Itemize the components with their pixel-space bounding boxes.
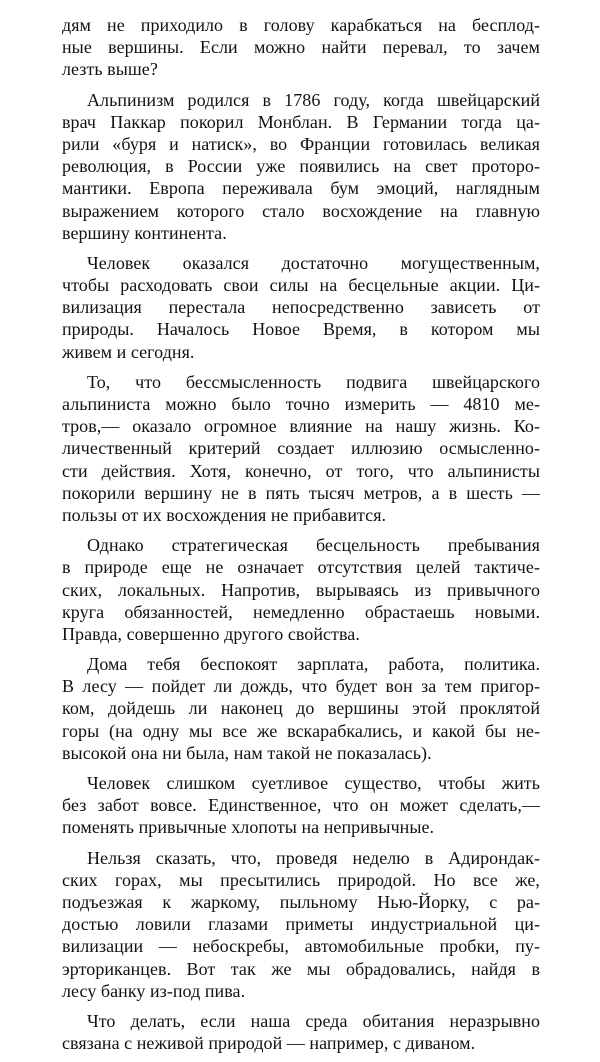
text-line: высокой она ни была, нам такой не показалась). xyxy=(62,742,432,763)
text-line: горы (на одну мы все же вскарабкались, и какой бы не- xyxy=(62,720,540,741)
text-line: выражением которого стало восхождение на главную xyxy=(62,200,540,221)
text-line: То, что бессмысленность подвига швейцарского xyxy=(87,371,540,392)
text-line: вилизации — небоскребы, автомобильные пробки, пу- xyxy=(62,936,540,957)
text-line: в природе еще не означает отсутствия целей тактиче- xyxy=(62,557,540,578)
text-line: достью ловили глазами приметы индустриальной ци- xyxy=(62,914,540,935)
text-line: подъезжая к жаркому, пыльному Нью-Йорку, с ра- xyxy=(62,891,540,912)
text-line: Что делать, если наша среда обитания неразрывно xyxy=(87,1010,540,1031)
text-line: революция, в России уже появились на свет проторо- xyxy=(62,156,540,177)
paragraph-5 xyxy=(62,534,540,645)
text-line: Человек слишком суетливое существо, чтобы жить xyxy=(87,773,540,793)
text-line: пользы от их восхождения не прибавится. xyxy=(62,504,387,525)
text-line: чтобы расходовать свои силы на бесцельные акции. Ци- xyxy=(62,275,540,296)
text-line: вилизация перестала непосредственно зависеть от xyxy=(62,297,540,318)
paragraph-6 xyxy=(62,653,540,764)
text-line: живем и сегодня. xyxy=(62,341,195,362)
paragraph-3 xyxy=(62,252,540,363)
text-line: тров,— оказало огромное влияние на нашу жизнь. Ко- xyxy=(62,416,540,437)
text-line: альпиниста можно было точно измерить — 4810 ме- xyxy=(62,394,540,414)
paragraph-7 xyxy=(62,772,540,839)
text-line: ные вершины. Если можно найти перевал, то зачем xyxy=(62,37,540,58)
text-line: Дома тебя беспокоят зарплата, работа, политика. xyxy=(87,654,540,675)
text-line: Правда, совершенно другого свойства. xyxy=(62,623,360,644)
text-line: личественный критерий создает иллюзию осмысленно- xyxy=(62,438,540,459)
text-line: природы. Началось Новое Время, в котором мы xyxy=(62,319,540,340)
text-line: ских, локальных. Напротив, вырываясь из привычного xyxy=(62,579,540,600)
text-line: круга обязанностей, немедленно обрастаешь новыми. xyxy=(62,601,540,622)
paragraph-2 xyxy=(62,89,540,244)
text-line: связана с неживой природой — например, с диваном. xyxy=(62,1033,476,1054)
text-line: рили «буря и натиск», во Франции готовилась великая xyxy=(62,133,540,154)
text-line: В лесу — пойдет ли дождь, что будет вон за тем пригор- xyxy=(62,676,540,697)
text-line: мантики. Европа переживала бум эмоций, наглядным xyxy=(62,178,540,199)
text-line: Однако стратегическая бесцельность пребывания xyxy=(87,535,540,556)
text-line: сти действия. Хотя, конечно, от того, что альпинисты xyxy=(62,460,540,481)
text-line: лесу банку из-под пива. xyxy=(62,980,246,1001)
text-line: дям не приходило в голову карабкаться на бесплод- xyxy=(62,15,540,35)
paragraph-9 xyxy=(62,1010,540,1054)
text-line: Человек оказался достаточно могущественным, xyxy=(87,252,540,273)
text-line: ских горах, мы пресытились природой. Но все же, xyxy=(62,869,540,890)
text-line: ком, дойдешь ли наконец до вершины этой проклятой xyxy=(62,698,540,719)
text-line: врач Паккар покорил Монблан. В Германии тогда ца- xyxy=(62,111,540,132)
text-line: покорили вершину не в пять тысяч метров, а в шесть — xyxy=(62,482,540,503)
paragraph-8 xyxy=(62,847,540,1002)
text-line: Нельзя сказать, что, проведя неделю в Адирондак- xyxy=(87,847,540,868)
text-line: вершину континента. xyxy=(62,222,227,243)
paragraph-1 xyxy=(62,14,540,81)
paragraph-4 xyxy=(62,371,540,526)
page-text xyxy=(62,14,540,1062)
text-line: Альпинизм родился в 1786 году, когда швейцарский xyxy=(87,89,540,110)
text-line: эрториканцев. Вот так же мы обрадовались, найдя в xyxy=(62,958,540,979)
text-line: без забот вовсе. Единственное, что он может сделать,— xyxy=(62,795,540,816)
text-line: поменять привычные хлопоты на непривычные. xyxy=(62,817,435,838)
text-line: лезть выше? xyxy=(62,59,158,80)
